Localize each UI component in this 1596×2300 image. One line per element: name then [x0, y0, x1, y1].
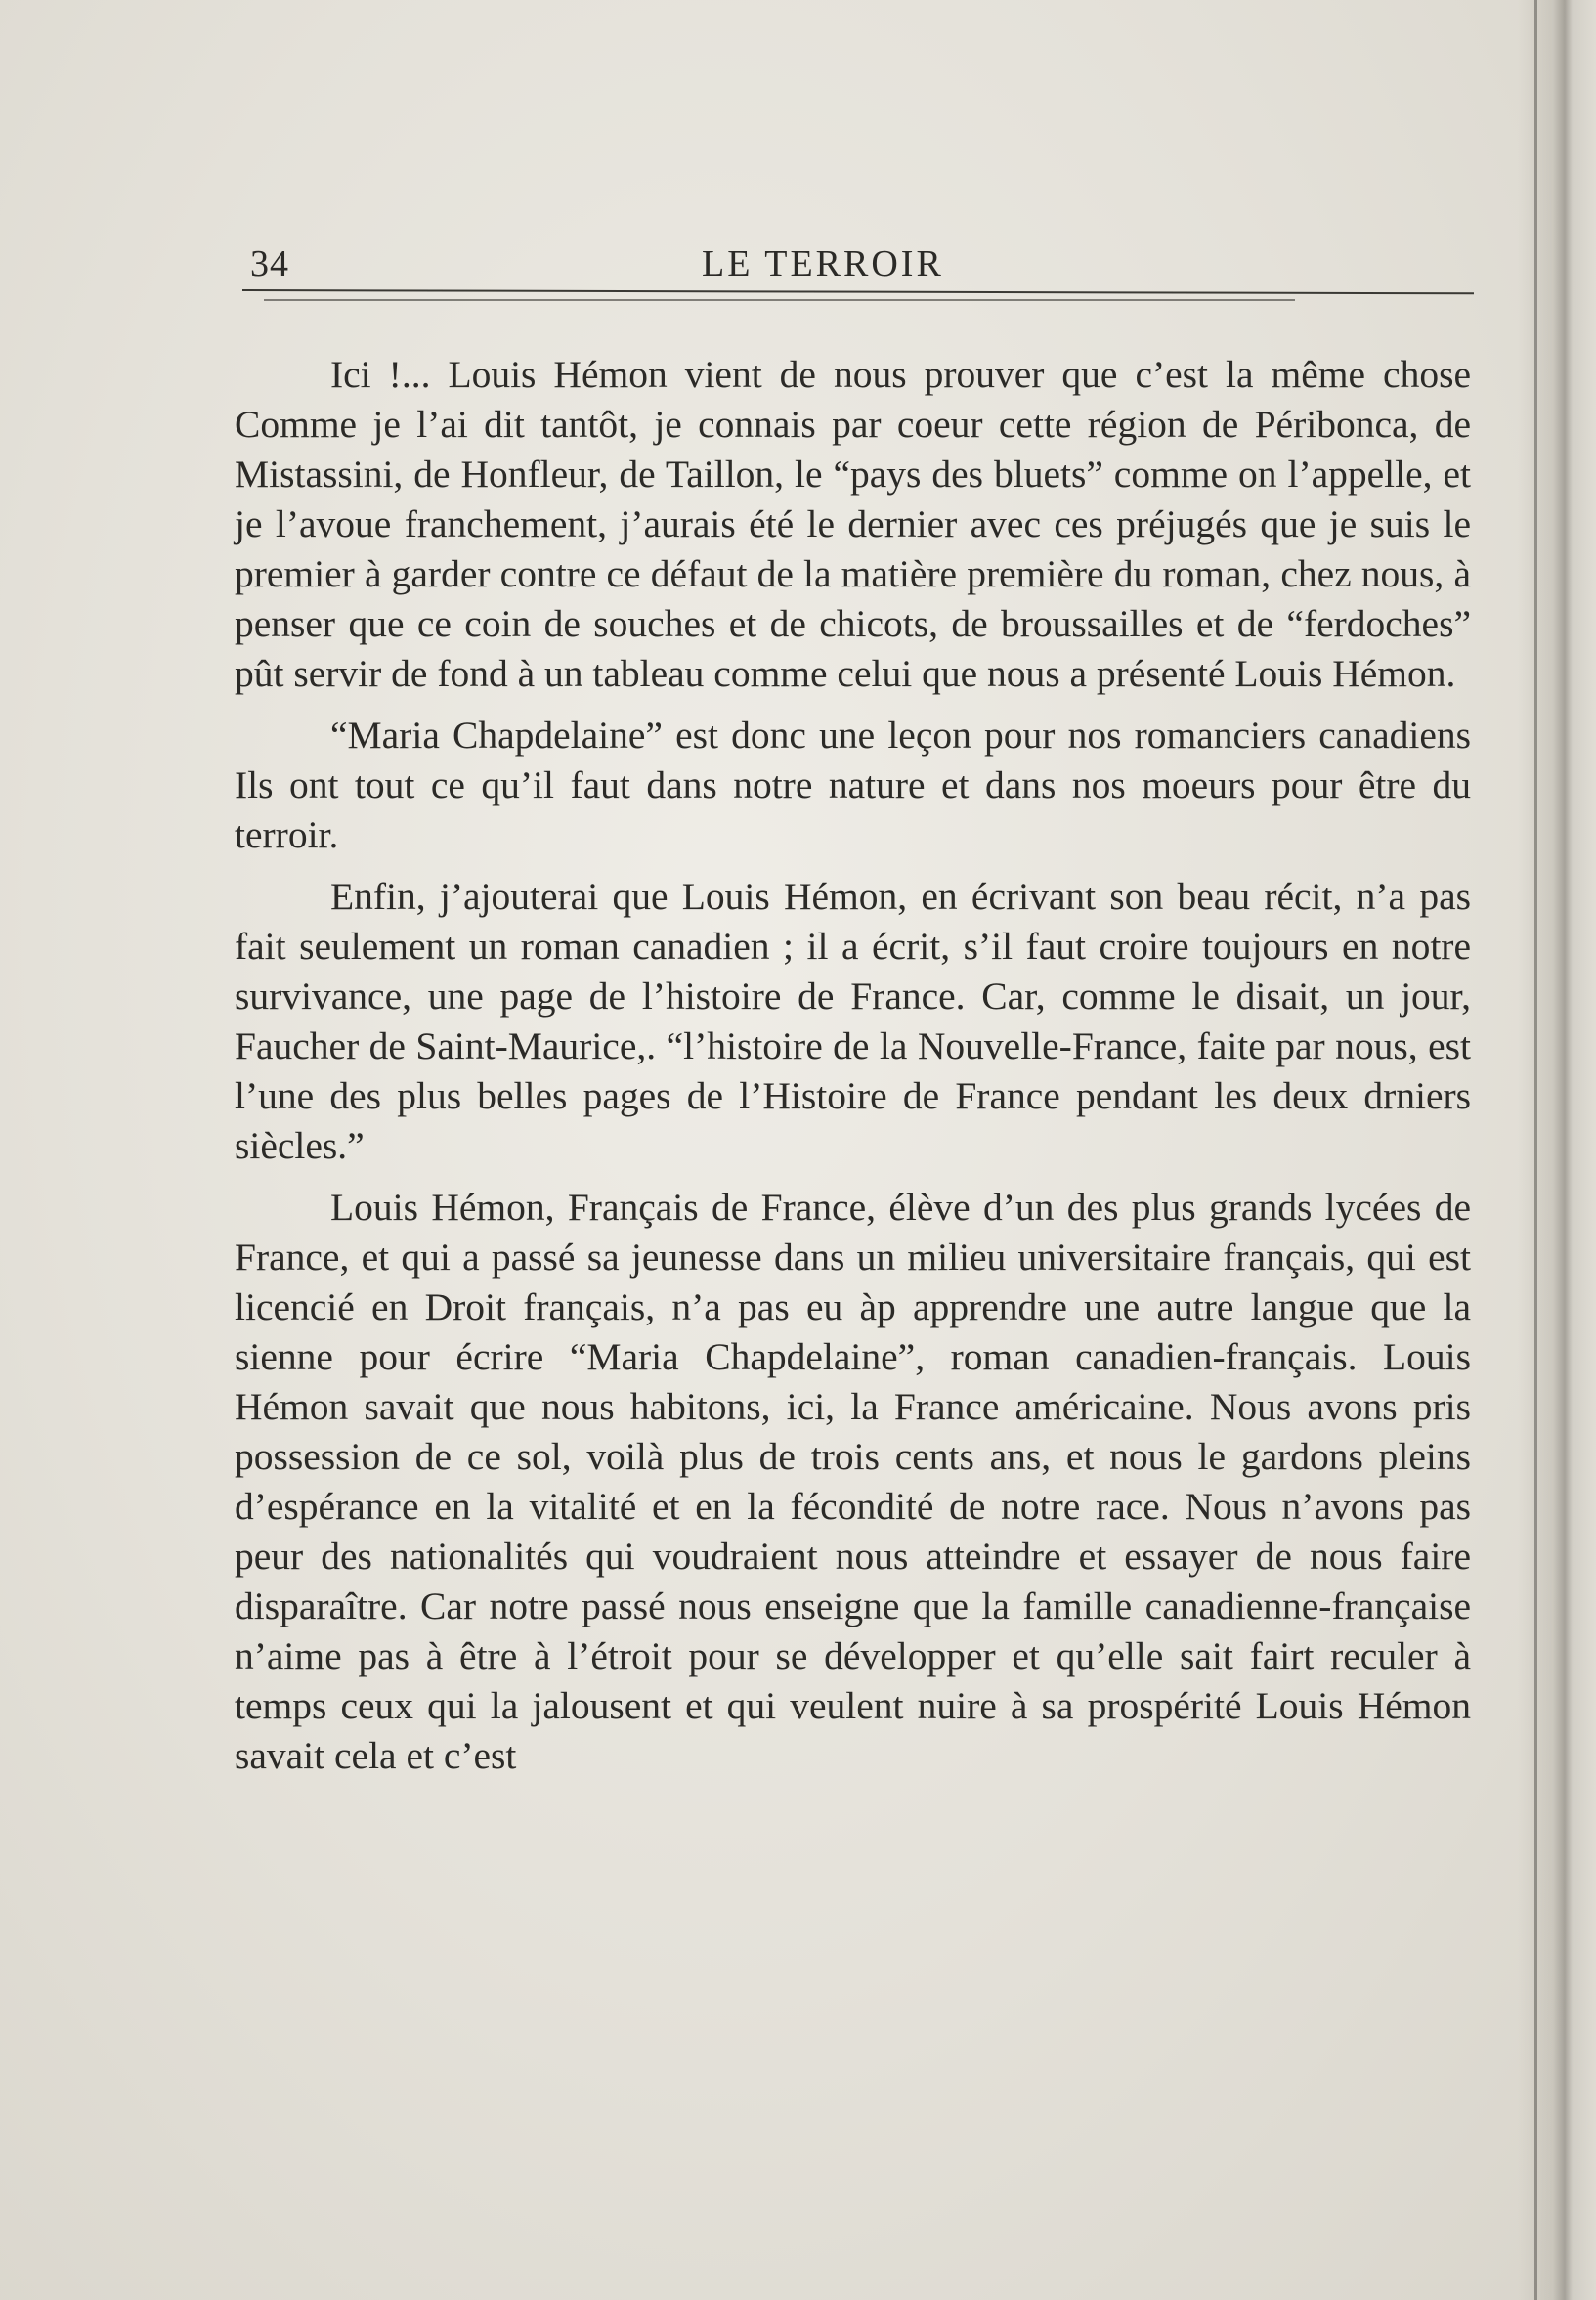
article-body	[235, 350, 1471, 1793]
book-gutter-edge	[1534, 0, 1537, 2300]
paragraph: “Maria Chapdelaine” est donc une leçon pour nos romanciers canadiens Ils ont tout ce qu’il faut dans notre nature et dans nos moeurs pour être du terroir.	[235, 714, 1471, 856]
paragraph: Ici !... Louis Hémon vient de nous prouver que c’est la même chose Comme je l’ai dit tantôt, je connais par coeur cette région de Péribonca, de Mistassini, de Honfleur, de Taillon, le “pays des bluets” comme on l’appelle, et je l’avoue franchement, j’aurais été le dernier avec ces préjugés que je suis le premier à garder contre ce défaut de la matière première du roman, chez nous, à penser que ce coin de souches et de chicots, de broussailles et de “ferdoches” pût servir de fond à un tableau comme celui que nous a présenté Louis Hémon.	[235, 353, 1471, 695]
book-gutter-shadow	[1518, 0, 1596, 2300]
paragraph: Enfin, j’ajouterai que Louis Hémon, en écrivant son beau récit, n’a pas fait seulement un roman canadien ; il a écrit, s’il faut croire toujours en notre survivance, une page de l’histoire de France. Car, comme le disait, un jour, Faucher de Saint-Maurice,. “l’histoire de la Nouvelle-France, faite par nous, est l’une des plus belles pages de l’Histoire de France pendant les deux drniers siècles.”	[235, 875, 1471, 1167]
page-number: 34	[250, 243, 289, 284]
running-head	[242, 242, 1474, 291]
journal-title: LE TERROIR	[702, 243, 944, 284]
header-rule-secondary	[264, 299, 1295, 301]
paragraph: Louis Hémon, Français de France, élève d’un des plus grands lycées de France, et qui a passé sa jeunesse dans un milieu universitaire français, qui est licencié en Droit français, n’a pas eu àp apprendre une autre langue que la sienne pour écrire “Maria Chapdelaine”, roman canadien-français. Louis Hémon savait que nous habitons, ici, la France américaine. Nous avons pris possession de ce sol, voilà plus de trois cents ans, et nous le gardons pleins d’espérance en la vitalité et en la fécondité de notre race. Nous n’avons pas peur des nationalités qui voudraient nous atteindre et essayer de nous faire disparaître. Car notre passé nous enseigne que la famille canadienne-française n’aime pas à être à l’étroit pour se développer et qu’elle sait fairt reculer à temps ceux qui la jalousent et qui veulent nuire à sa prospérité Louis Hémon savait cela et c’est	[235, 1186, 1471, 1777]
